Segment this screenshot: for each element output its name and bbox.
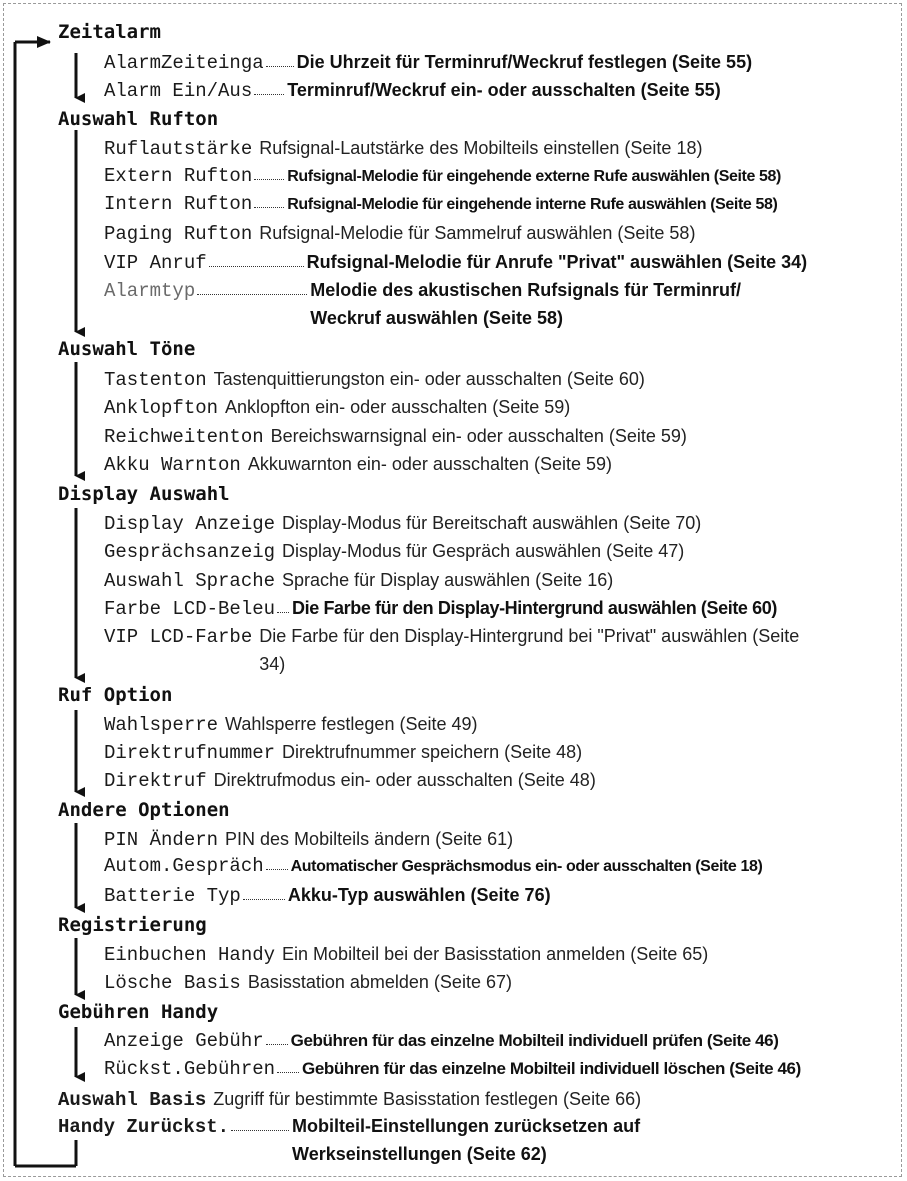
leader-dots bbox=[254, 629, 256, 641]
entry-command: Auswahl Sprache bbox=[104, 570, 276, 592]
entry-command: Akku Warnton bbox=[104, 454, 241, 476]
entry-description: Rufsignal-Lautstärke des Mobilteils einstellen (Seite 18) bbox=[259, 138, 703, 158]
leader-dots bbox=[197, 282, 307, 295]
menu-entry bbox=[104, 853, 903, 881]
leader-dots bbox=[254, 226, 256, 238]
entry-description: PIN des Mobilteils ändern (Seite 61) bbox=[225, 829, 514, 849]
leader-dots bbox=[266, 429, 268, 441]
entry-description: Die Farbe für den Display-Hintergrund auswählen (Seite 60) bbox=[292, 598, 777, 618]
leader-dots bbox=[277, 516, 279, 528]
entry-command: Einbuchen Handy bbox=[104, 944, 276, 966]
section-andere-optionen: Andere Optionen bbox=[58, 799, 230, 821]
entry-command: Anklopfton bbox=[104, 397, 219, 419]
entry-description: Bereichswarnsignal ein- oder ausschalten (Seite 59) bbox=[270, 426, 687, 446]
entry-command: Ruflautstärke bbox=[104, 138, 253, 160]
leader-dots bbox=[277, 745, 279, 757]
entry-description: Gebühren für das einzelne Mobilteil individuell prüfen (Seite 46) bbox=[290, 1031, 779, 1050]
leader-dots bbox=[277, 544, 279, 556]
menu-entry bbox=[104, 825, 903, 853]
entry-description: Die Uhrzeit für Terminruf/Weckruf festlegen (Seite 55) bbox=[296, 52, 753, 72]
menu-entry-auswahl-basis bbox=[58, 1085, 903, 1113]
menu-entry bbox=[104, 968, 903, 996]
leader-dots bbox=[254, 141, 256, 153]
entry-command: Alarm Ein/Aus bbox=[104, 80, 253, 102]
menu-entry bbox=[104, 365, 903, 393]
leader-dots bbox=[277, 600, 289, 613]
menu-entry-handy-zurueckst bbox=[58, 1112, 903, 1168]
entry-description: Mobilteil-Einstellungen zurücksetzen auf Werkseinstellungen (Seite 62) bbox=[292, 1116, 641, 1164]
entry-description: Melodie des akustischen Rufsignals für Terminruf/ Weckruf auswählen (Seite 58) bbox=[310, 280, 741, 328]
entry-description: Display-Modus für Gespräch auswählen (Seite 47) bbox=[282, 541, 685, 561]
menu-entry bbox=[104, 622, 903, 678]
leader-dots bbox=[208, 1092, 210, 1104]
entry-description: Tastenquittierungston ein- oder ausschalten (Seite 60) bbox=[213, 369, 645, 389]
entry-description: Akkuwarnton ein- oder ausschalten (Seite 59) bbox=[247, 454, 613, 474]
leader-dots bbox=[243, 887, 285, 900]
menu-entry bbox=[104, 594, 903, 622]
menu-entry bbox=[104, 219, 903, 247]
entry-command: Display Anzeige bbox=[104, 513, 276, 535]
entry-description: Rufsignal-Melodie für eingehende interne Rufe auswählen (Seite 58) bbox=[287, 196, 778, 213]
entry-description: Wahlsperre festlegen (Seite 49) bbox=[225, 714, 478, 734]
entry-command: Auswahl Basis bbox=[58, 1089, 207, 1111]
menu-entry bbox=[104, 134, 903, 162]
leader-dots bbox=[277, 947, 279, 959]
entry-command: Alarmtyp bbox=[104, 280, 196, 302]
leader-dots bbox=[220, 400, 222, 412]
menu-entry bbox=[104, 163, 903, 191]
leader-dots bbox=[277, 573, 279, 585]
leader-dots bbox=[209, 773, 211, 785]
entry-command: Gesprächsanzeig bbox=[104, 541, 276, 563]
leader-dots bbox=[220, 832, 222, 844]
leader-dots bbox=[209, 254, 304, 267]
entry-description: Basisstation abmelden (Seite 67) bbox=[247, 972, 512, 992]
entry-command: Batterie Typ bbox=[104, 885, 241, 907]
entry-description: Rufsignal-Melodie für eingehende externe Rufe auswählen (Seite 58) bbox=[287, 168, 781, 185]
menu-entry bbox=[104, 881, 903, 909]
menu-entry bbox=[104, 393, 903, 421]
leader-dots bbox=[243, 975, 245, 987]
leader-dots bbox=[266, 54, 294, 67]
entry-command: Lösche Basis bbox=[104, 972, 241, 994]
leader-dots bbox=[266, 857, 288, 870]
entry-command: Reichweitenton bbox=[104, 426, 264, 448]
entry-command: Extern Rufton bbox=[104, 165, 253, 187]
menu-entry bbox=[104, 940, 903, 968]
section-zeitalarm: Zeitalarm bbox=[58, 21, 161, 43]
menu-entry bbox=[104, 710, 903, 738]
section-registrierung: Registrierung bbox=[58, 914, 207, 936]
leader-dots bbox=[254, 82, 284, 95]
section-ruf-option: Ruf Option bbox=[58, 684, 173, 706]
entry-command: Farbe LCD-Beleu bbox=[104, 598, 276, 620]
leader-dots bbox=[209, 372, 211, 384]
entry-description: Sprache für Display auswählen (Seite 16) bbox=[282, 570, 614, 590]
section-auswahl-toene: Auswahl Töne bbox=[58, 338, 196, 360]
entry-description: Anklopfton ein- oder ausschalten (Seite 59) bbox=[225, 397, 571, 417]
menu-entry bbox=[104, 248, 903, 276]
menu-entry bbox=[104, 276, 903, 332]
entry-description: Display-Modus für Bereitschaft auswählen (Seite 70) bbox=[282, 513, 702, 533]
menu-entry bbox=[104, 1055, 903, 1083]
entry-command: VIP Anruf bbox=[104, 252, 207, 274]
entry-command: PIN Ändern bbox=[104, 829, 219, 851]
entry-description: Gebühren für das einzelne Mobilteil individuell löschen (Seite 46) bbox=[302, 1059, 801, 1078]
menu-entry bbox=[104, 422, 903, 450]
section-auswahl-rufton: Auswahl Rufton bbox=[58, 108, 219, 130]
leader-dots bbox=[231, 1118, 289, 1131]
entry-command: VIP LCD-Farbe bbox=[104, 626, 253, 648]
entry-description: Zugriff für bestimmte Basisstation festlegen (Seite 66) bbox=[213, 1089, 642, 1109]
leader-dots bbox=[277, 1060, 299, 1073]
entry-description: Terminruf/Weckruf ein- oder ausschalten (Seite 55) bbox=[287, 80, 721, 100]
entry-command: AlarmZeiteinga bbox=[104, 52, 264, 74]
entry-command: Tastenton bbox=[104, 369, 207, 391]
menu-entry bbox=[104, 537, 903, 565]
entry-description: Automatischer Gesprächsmodus ein- oder ausschalten (Seite 18) bbox=[290, 858, 763, 875]
menu-entry bbox=[104, 1027, 903, 1055]
menu-entry bbox=[104, 76, 903, 104]
entry-description: Rufsignal-Melodie für Sammelruf auswählen (Seite 58) bbox=[259, 223, 696, 243]
menu-entry bbox=[104, 191, 903, 219]
leader-dots bbox=[243, 457, 245, 469]
entry-description: Ein Mobilteil bei der Basisstation anmelden (Seite 65) bbox=[282, 944, 709, 964]
section-display-auswahl: Display Auswahl bbox=[58, 483, 230, 505]
entry-description: Akku-Typ auswählen (Seite 76) bbox=[287, 885, 551, 905]
entry-command: Wahlsperre bbox=[104, 714, 219, 736]
entry-command: Rückst.Gebühren bbox=[104, 1058, 276, 1080]
entry-description: Die Farbe für den Display-Hintergrund bei "Privat" auswählen (Seite 34) bbox=[259, 626, 800, 674]
menu-entry bbox=[104, 450, 903, 478]
leader-dots bbox=[254, 195, 284, 208]
entry-command: Handy Zurückst. bbox=[58, 1116, 230, 1138]
menu-entry bbox=[104, 738, 903, 766]
entry-command: Autom.Gespräch bbox=[104, 855, 264, 877]
leader-dots bbox=[220, 717, 222, 729]
entry-description: Direktrufnummer speichern (Seite 48) bbox=[282, 742, 583, 762]
menu-entry bbox=[104, 766, 903, 794]
menu-entry bbox=[104, 48, 903, 76]
menu-entry bbox=[104, 566, 903, 594]
entry-command: Anzeige Gebühr bbox=[104, 1030, 264, 1052]
entry-description: Direktrufmodus ein- oder ausschalten (Seite 48) bbox=[213, 770, 596, 790]
menu-entry bbox=[104, 509, 903, 537]
entry-command: Paging Rufton bbox=[104, 223, 253, 245]
leader-dots bbox=[266, 1032, 288, 1045]
entry-command: Direktruf bbox=[104, 770, 207, 792]
entry-command: Intern Rufton bbox=[104, 193, 253, 215]
leader-dots bbox=[254, 167, 284, 180]
entry-command: Direktrufnummer bbox=[104, 742, 276, 764]
section-gebuehren-handy: Gebühren Handy bbox=[58, 1001, 219, 1023]
entry-description: Rufsignal-Melodie für Anrufe "Privat" auswählen (Seite 34) bbox=[306, 252, 808, 272]
